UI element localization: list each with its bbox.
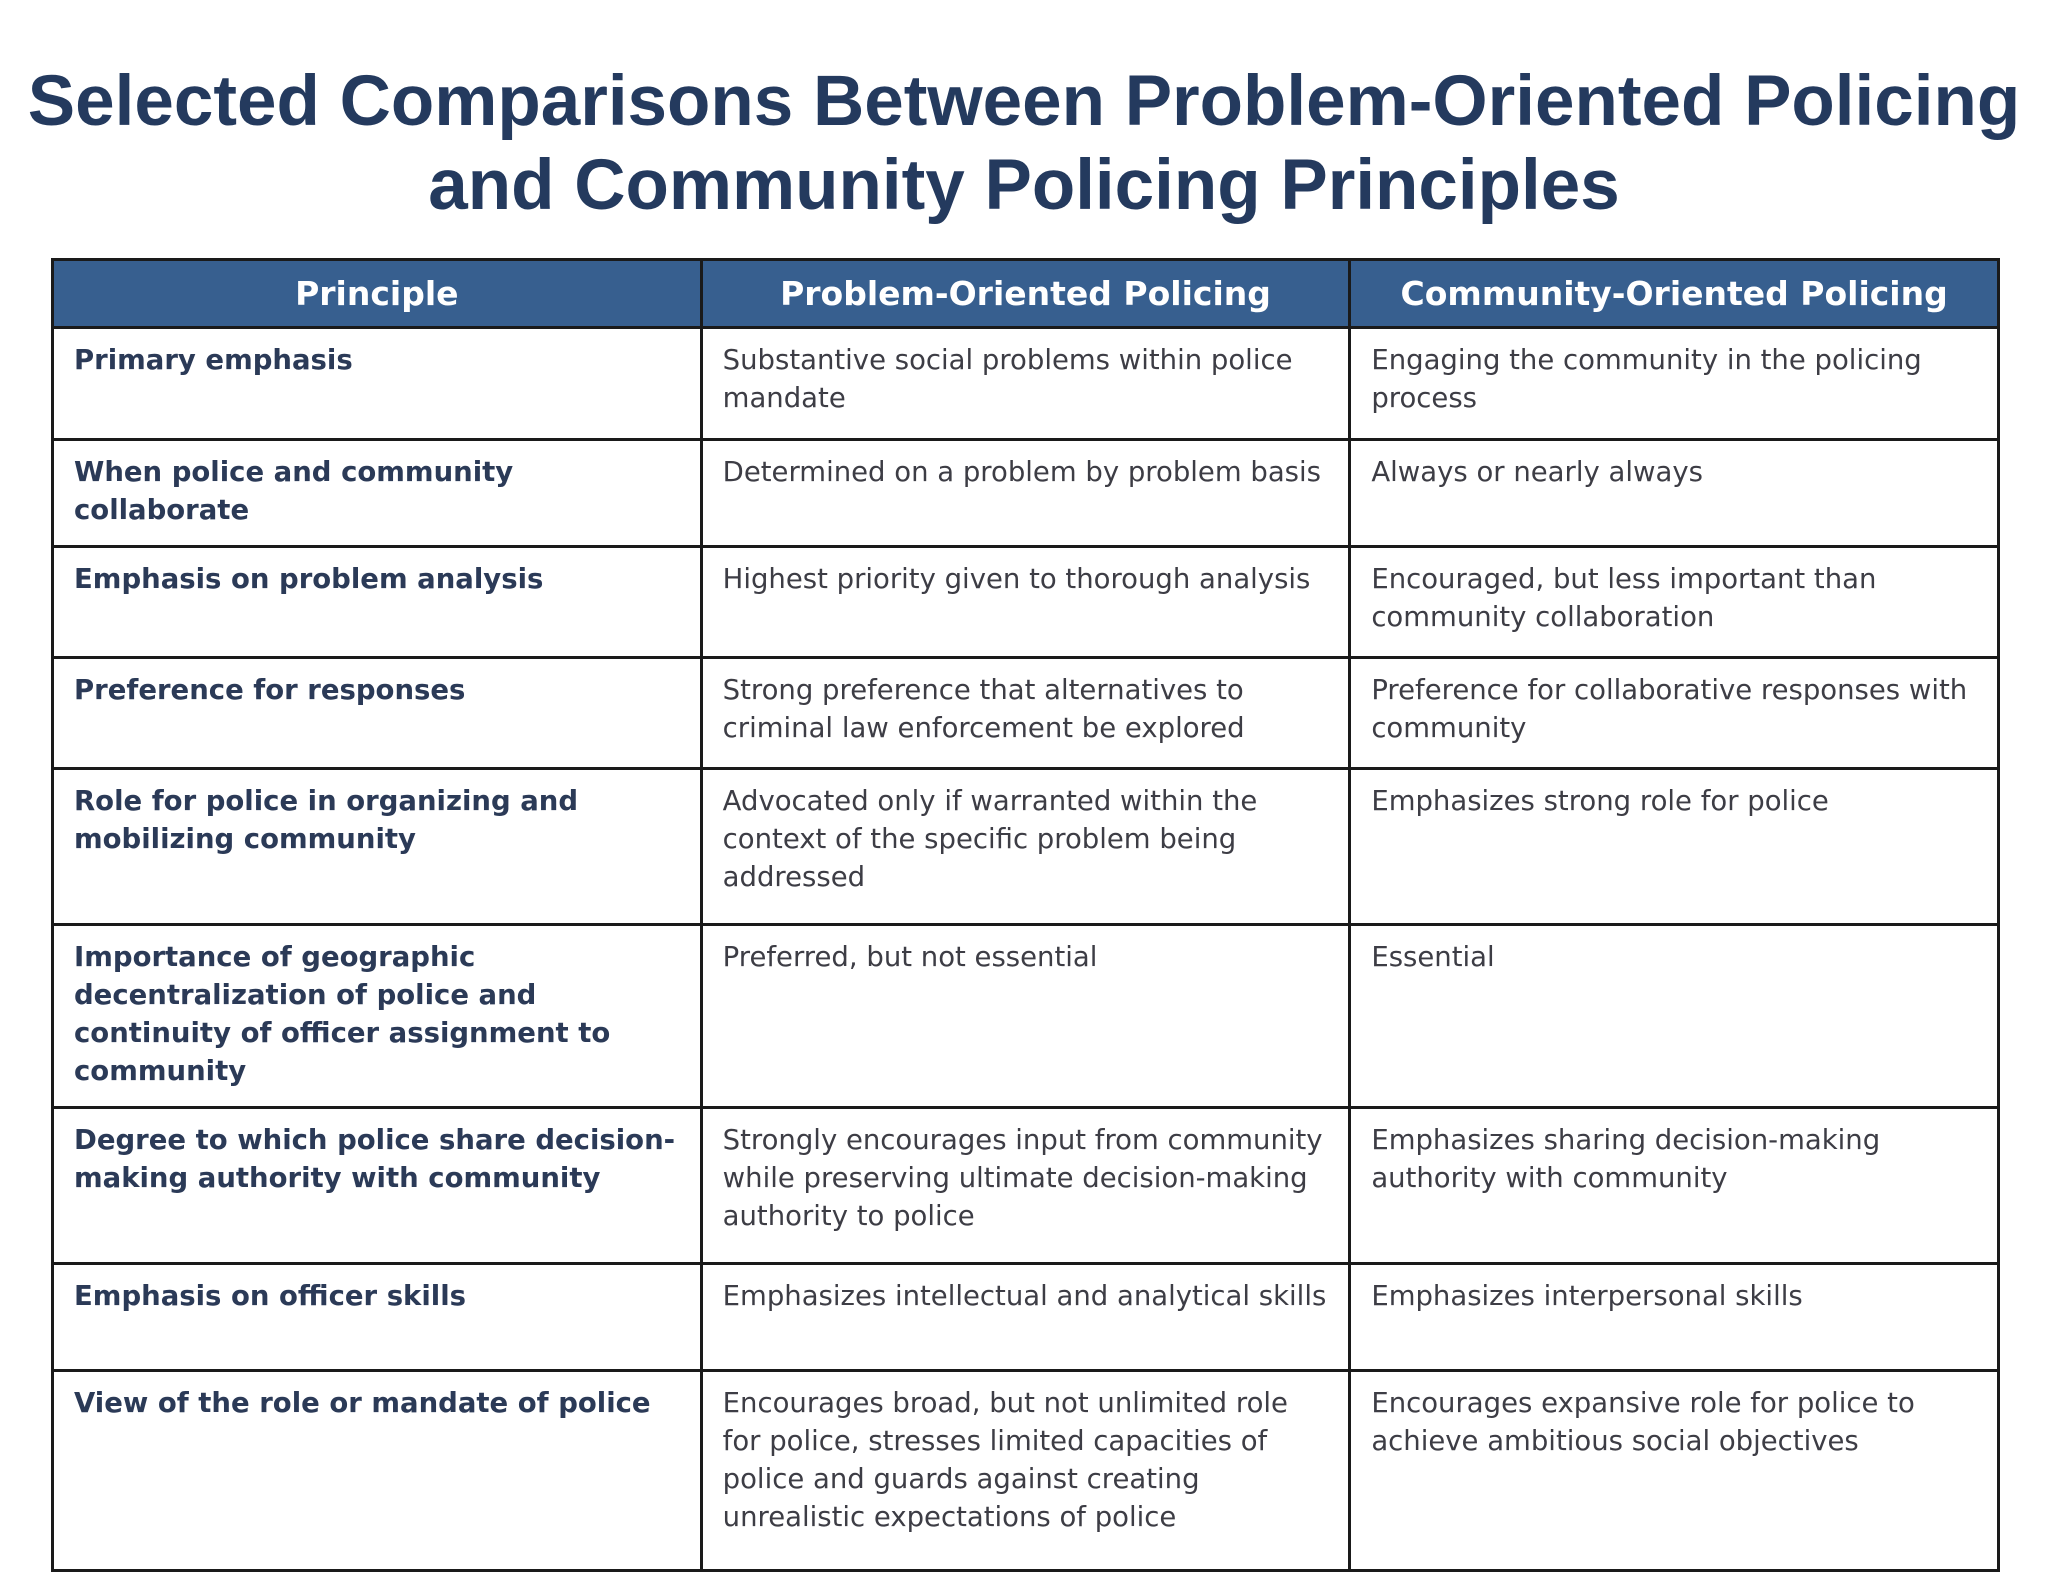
community-oriented-cell: Encourages expansive role for police to achieve ambitious social objectives xyxy=(1350,1371,1999,1571)
principle-cell: Role for police in organizing and mobilizing community xyxy=(53,769,702,925)
community-oriented-cell: Preference for collaborative responses with community xyxy=(1350,658,1999,769)
table-row xyxy=(53,769,1999,925)
principle-cell: When police and community collaborate xyxy=(53,440,702,547)
community-oriented-cell: Emphasizes interpersonal skills xyxy=(1350,1264,1999,1371)
problem-oriented-cell: Preferred, but not essential xyxy=(701,925,1350,1108)
principle-cell: Emphasis on problem analysis xyxy=(53,547,702,658)
problem-oriented-cell: Substantive social problems within police mandate xyxy=(701,328,1350,440)
table-row xyxy=(53,1264,1999,1371)
community-oriented-cell: Essential xyxy=(1350,925,1999,1108)
community-oriented-cell: Emphasizes strong role for police xyxy=(1350,769,1999,925)
table-row xyxy=(53,1108,1999,1264)
principle-cell: Emphasis on officer skills xyxy=(53,1264,702,1371)
principle-cell: Primary emphasis xyxy=(53,328,702,440)
table-row xyxy=(53,440,1999,547)
header-problem-oriented: Problem-Oriented Policing xyxy=(701,260,1350,328)
page-title xyxy=(0,60,2048,228)
problem-oriented-cell: Advocated only if warranted within the context of the specific problem being addressed xyxy=(701,769,1350,925)
principle-cell: Importance of geographic decentralization of police and continuity of officer assignment to community xyxy=(53,925,702,1108)
community-oriented-cell: Encouraged, but less important than community collaboration xyxy=(1350,547,1999,658)
principle-cell: View of the role or mandate of police xyxy=(53,1371,702,1571)
table-row xyxy=(53,328,1999,440)
comparison-table xyxy=(51,258,2000,1572)
table-body xyxy=(53,328,1999,1571)
principle-cell: Preference for responses xyxy=(53,658,702,769)
header-community-oriented: Community-Oriented Policing xyxy=(1350,260,1999,328)
community-oriented-cell: Emphasizes sharing decision-making authority with community xyxy=(1350,1108,1999,1264)
community-oriented-cell: Engaging the community in the policing process xyxy=(1350,328,1999,440)
table-header xyxy=(53,260,1999,328)
page-title-line-2: and Community Policing Principles xyxy=(428,146,1620,225)
principle-cell: Degree to which police share decision-making authority with community xyxy=(53,1108,702,1264)
community-oriented-cell: Always or nearly always xyxy=(1350,440,1999,547)
table-row xyxy=(53,658,1999,769)
problem-oriented-cell: Strongly encourages input from community while preserving ultimate decision-making authority to police xyxy=(701,1108,1350,1264)
problem-oriented-cell: Highest priority given to thorough analysis xyxy=(701,547,1350,658)
table-row xyxy=(53,547,1999,658)
table-row xyxy=(53,925,1999,1108)
header-row xyxy=(53,260,1999,328)
problem-oriented-cell: Encourages broad, but not unlimited role for police, stresses limited capacities of police and guards against creating unrealistic expectations of police xyxy=(701,1371,1350,1571)
problem-oriented-cell: Emphasizes intellectual and analytical skills xyxy=(701,1264,1350,1371)
problem-oriented-cell: Determined on a problem by problem basis xyxy=(701,440,1350,547)
table-row xyxy=(53,1371,1999,1571)
header-principle: Principle xyxy=(53,260,702,328)
page-title-line-1: Selected Comparisons Between Problem-Oriented Policing xyxy=(27,62,2021,141)
problem-oriented-cell: Strong preference that alternatives to criminal law enforcement be explored xyxy=(701,658,1350,769)
